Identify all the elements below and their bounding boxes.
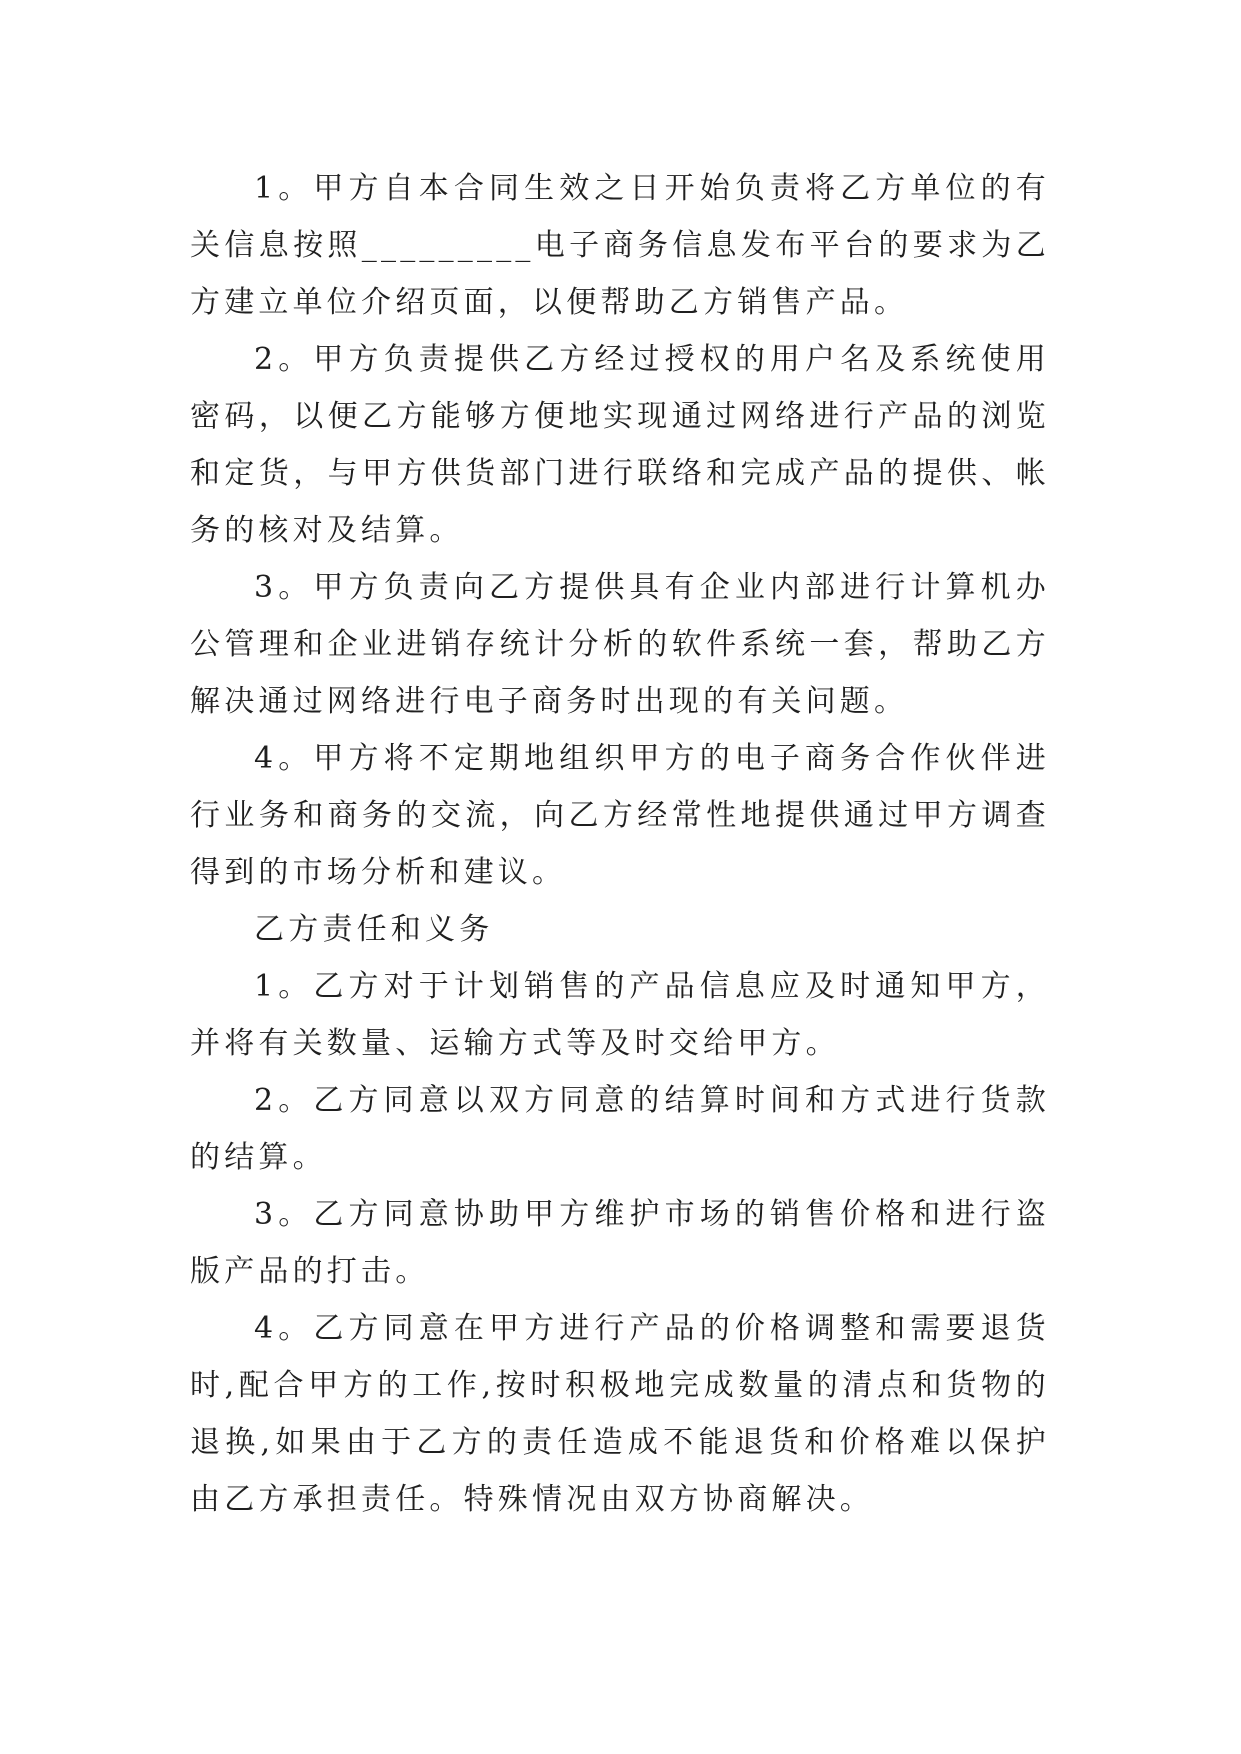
party-a-clause-1: 1。甲方自本合同生效之日开始负责将乙方单位的有关信息按照_________电子商务信息发布平台的要求为乙方建立单位介绍页面，以便帮助乙方销售产品。 <box>190 171 1050 320</box>
party-b-clause-4: 4。乙方同意在甲方进行产品的价格调整和需要退货时,配合甲方的工作,按时积极地完成数量的清点和货物的退换,如果由于乙方的责任造成不能退货和价格难以保护由乙方承担责任。特殊情况由双方协商解决。 <box>190 1311 1050 1517</box>
party-a-clause-4: 4。甲方将不定期地组织甲方的电子商务合作伙伴进行业务和商务的交流，向乙方经常性地提供通过甲方调查得到的市场分析和建议。 <box>190 741 1050 890</box>
party-b-section-heading: 乙方责任和义务 <box>254 912 494 947</box>
party-b-clause-1: 1。乙方对于计划销售的产品信息应及时通知甲方，并将有关数量、运输方式等及时交给甲方。 <box>190 969 1050 1061</box>
party-a-clause-2: 2。甲方负责提供乙方经过授权的用户名及系统使用密码，以便乙方能够方便地实现通过网络进行产品的浏览和定货，与甲方供货部门进行联络和完成产品的提供、帐务的核对及结算。 <box>190 342 1050 548</box>
party-a-clause-3: 3。甲方负责向乙方提供具有企业内部进行计算机办公管理和企业进销存统计分析的软件系统一套，帮助乙方解决通过网络进行电子商务时出现的有关问题。 <box>190 570 1050 719</box>
document-body <box>190 160 1050 1528</box>
party-b-clause-3: 3。乙方同意协助甲方维护市场的销售价格和进行盗版产品的打击。 <box>190 1197 1050 1289</box>
party-b-clause-2: 2。乙方同意以双方同意的结算时间和方式进行货款的结算。 <box>190 1083 1050 1175</box>
